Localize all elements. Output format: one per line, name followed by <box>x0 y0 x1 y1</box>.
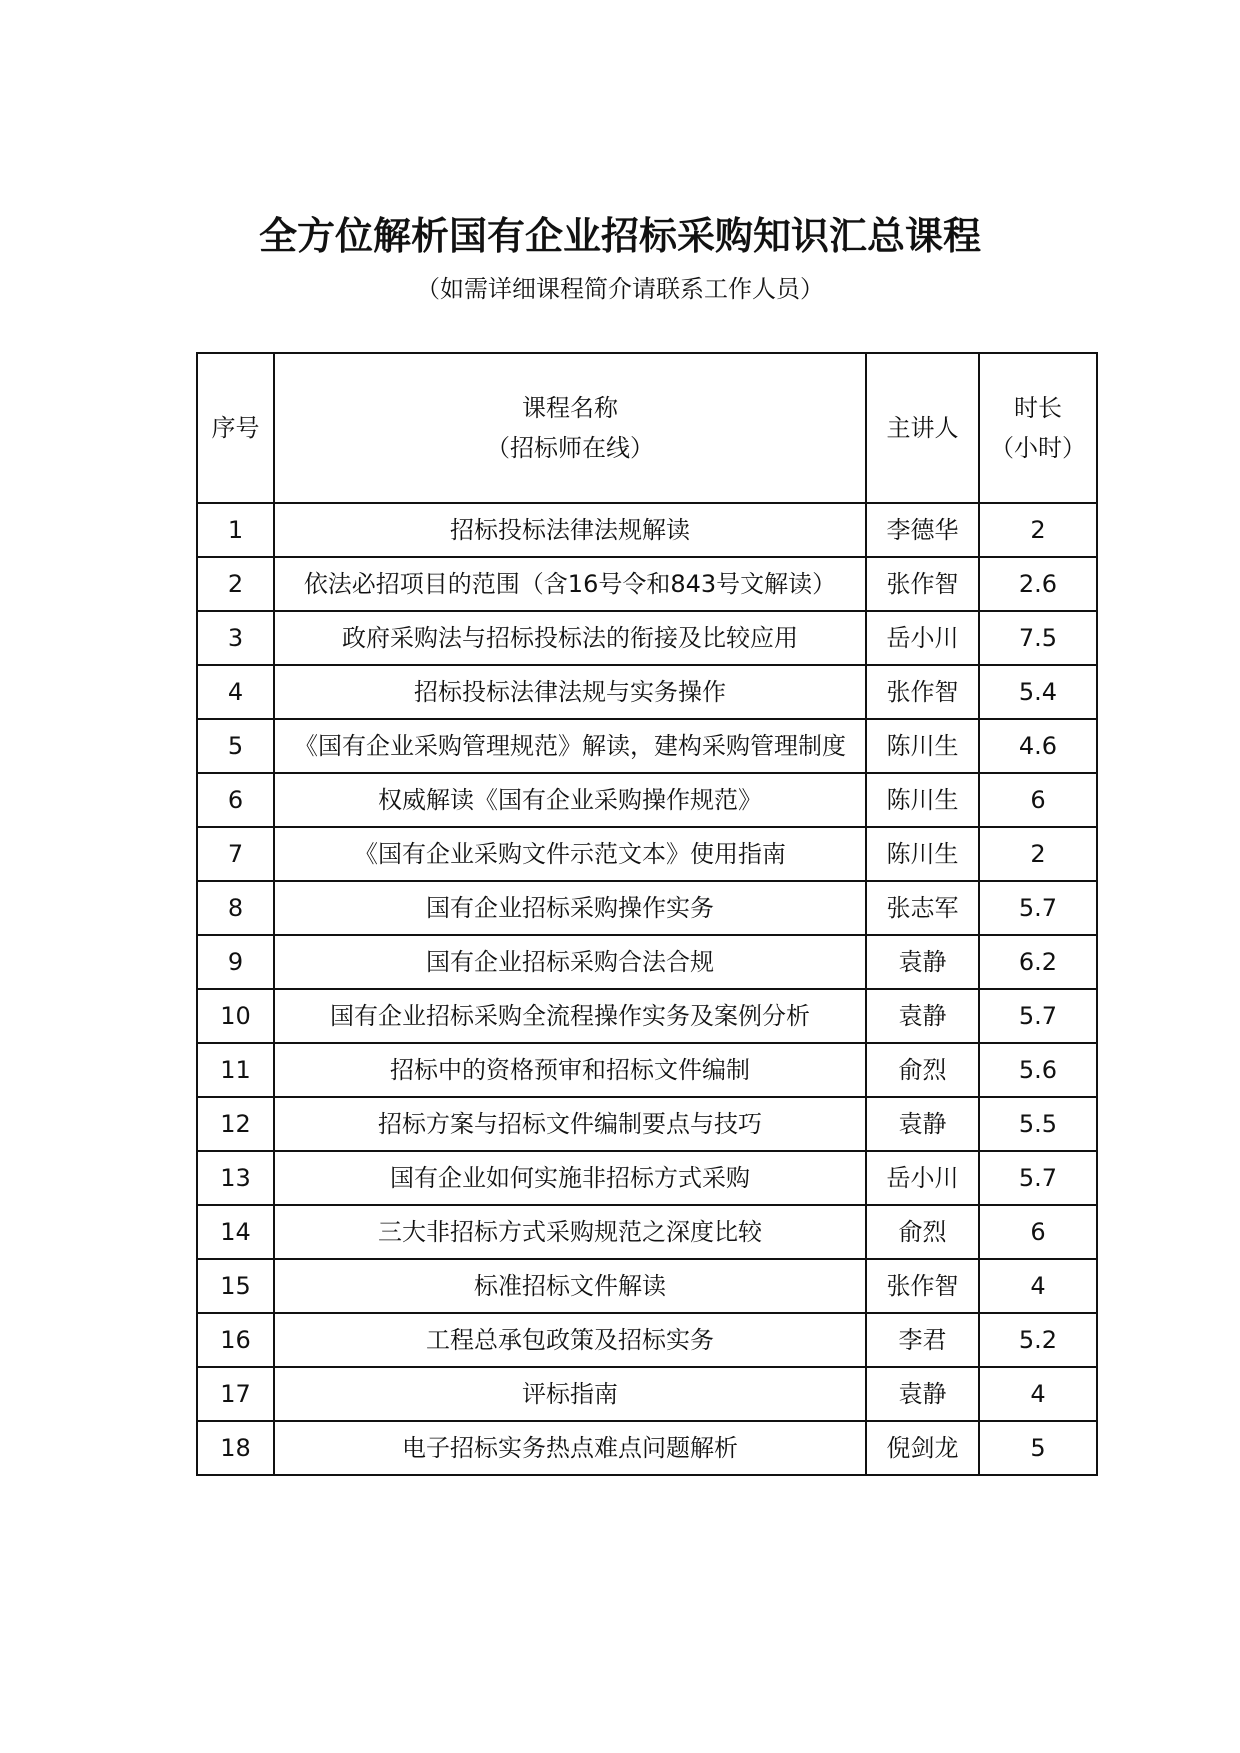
cell-course-name: 国有企业招标采购全流程操作实务及案例分析 <box>274 989 866 1043</box>
table-row <box>197 665 1097 719</box>
cell-hours: 5 <box>979 1421 1097 1475</box>
cell-course-name: 标准招标文件解读 <box>274 1259 866 1313</box>
cell-lecturer: 李德华 <box>866 503 979 557</box>
document-subtitle: （如需详细课程简介请联系工作人员） <box>416 275 824 303</box>
table-row <box>197 1151 1097 1205</box>
cell-lecturer: 岳小川 <box>866 611 979 665</box>
cell-lecturer: 张作智 <box>866 557 979 611</box>
cell-lecturer: 张作智 <box>866 1259 979 1313</box>
header-hours-label: 时长 <box>1014 394 1062 422</box>
cell-lecturer: 袁静 <box>866 935 979 989</box>
cell-no: 2 <box>197 557 274 611</box>
table-header <box>197 353 1097 503</box>
cell-lecturer: 岳小川 <box>866 1151 979 1205</box>
header-hours <box>979 353 1097 503</box>
header-course-name-label: 课程名称 <box>522 394 618 422</box>
cell-hours: 4 <box>979 1259 1097 1313</box>
cell-hours: 6 <box>979 773 1097 827</box>
cell-course-name: 招标方案与招标文件编制要点与技巧 <box>274 1097 866 1151</box>
cell-course-name: 《国有企业采购文件示范文本》使用指南 <box>274 827 866 881</box>
cell-course-name: 《国有企业采购管理规范》解读，建构采购管理制度 <box>274 719 866 773</box>
cell-lecturer: 陈川生 <box>866 827 979 881</box>
header-no: 序号 <box>197 353 274 503</box>
table-row <box>197 1367 1097 1421</box>
cell-lecturer: 俞烈 <box>866 1205 979 1259</box>
cell-no: 17 <box>197 1367 274 1421</box>
cell-course-name: 评标指南 <box>274 1367 866 1421</box>
document-title: 全方位解析国有企业招标采购知识汇总课程 <box>258 214 981 258</box>
cell-no: 16 <box>197 1313 274 1367</box>
header-course-name-source: （招标师在线） <box>486 434 654 462</box>
cell-lecturer: 袁静 <box>866 1097 979 1151</box>
header-lecturer: 主讲人 <box>866 353 979 503</box>
cell-course-name: 三大非招标方式采购规范之深度比较 <box>274 1205 866 1259</box>
cell-lecturer: 李君 <box>866 1313 979 1367</box>
cell-hours: 6 <box>979 1205 1097 1259</box>
cell-no: 15 <box>197 1259 274 1313</box>
cell-no: 7 <box>197 827 274 881</box>
table-row <box>197 1043 1097 1097</box>
cell-hours: 5.7 <box>979 881 1097 935</box>
cell-course-name: 国有企业招标采购操作实务 <box>274 881 866 935</box>
table-row <box>197 1259 1097 1313</box>
cell-no: 1 <box>197 503 274 557</box>
cell-course-name: 国有企业如何实施非招标方式采购 <box>274 1151 866 1205</box>
table-row <box>197 1097 1097 1151</box>
cell-lecturer: 陈川生 <box>866 773 979 827</box>
cell-course-name: 招标投标法律法规解读 <box>274 503 866 557</box>
cell-hours: 5.5 <box>979 1097 1097 1151</box>
table-row <box>197 989 1097 1043</box>
cell-no: 6 <box>197 773 274 827</box>
table-row <box>197 773 1097 827</box>
cell-course-name: 国有企业招标采购合法合规 <box>274 935 866 989</box>
cell-hours: 2 <box>979 827 1097 881</box>
cell-hours: 5.4 <box>979 665 1097 719</box>
cell-hours: 5.6 <box>979 1043 1097 1097</box>
cell-lecturer: 俞烈 <box>866 1043 979 1097</box>
cell-course-name: 招标中的资格预审和招标文件编制 <box>274 1043 866 1097</box>
cell-course-name: 依法必招项目的范围（含16号令和843号文解读） <box>274 557 866 611</box>
cell-lecturer: 袁静 <box>866 989 979 1043</box>
cell-no: 11 <box>197 1043 274 1097</box>
cell-hours: 4.6 <box>979 719 1097 773</box>
cell-no: 13 <box>197 1151 274 1205</box>
cell-hours: 4 <box>979 1367 1097 1421</box>
cell-course-name: 招标投标法律法规与实务操作 <box>274 665 866 719</box>
cell-no: 14 <box>197 1205 274 1259</box>
cell-lecturer: 张作智 <box>866 665 979 719</box>
table-row <box>197 503 1097 557</box>
cell-lecturer: 袁静 <box>866 1367 979 1421</box>
cell-hours: 6.2 <box>979 935 1097 989</box>
cell-hours: 5.7 <box>979 989 1097 1043</box>
cell-course-name: 电子招标实务热点难点问题解析 <box>274 1421 866 1475</box>
course-table <box>196 352 1098 1476</box>
cell-no: 4 <box>197 665 274 719</box>
table-row <box>197 719 1097 773</box>
cell-no: 3 <box>197 611 274 665</box>
cell-no: 5 <box>197 719 274 773</box>
cell-lecturer: 张志军 <box>866 881 979 935</box>
cell-no: 12 <box>197 1097 274 1151</box>
table-row <box>197 557 1097 611</box>
table-row <box>197 827 1097 881</box>
cell-hours: 5.7 <box>979 1151 1097 1205</box>
cell-hours: 5.2 <box>979 1313 1097 1367</box>
table-row <box>197 935 1097 989</box>
table-body <box>197 503 1097 1475</box>
cell-course-name: 权威解读《国有企业采购操作规范》 <box>274 773 866 827</box>
cell-no: 9 <box>197 935 274 989</box>
header-hours-unit: （小时） <box>990 434 1086 462</box>
header-row <box>197 353 1097 503</box>
cell-lecturer: 陈川生 <box>866 719 979 773</box>
cell-course-name: 工程总承包政策及招标实务 <box>274 1313 866 1367</box>
cell-lecturer: 倪剑龙 <box>866 1421 979 1475</box>
cell-hours: 2 <box>979 503 1097 557</box>
cell-no: 8 <box>197 881 274 935</box>
table-row <box>197 611 1097 665</box>
header-course-name <box>274 353 866 503</box>
cell-no: 18 <box>197 1421 274 1475</box>
cell-course-name: 政府采购法与招标投标法的衔接及比较应用 <box>274 611 866 665</box>
cell-no: 10 <box>197 989 274 1043</box>
table-row <box>197 1421 1097 1475</box>
table-row <box>197 1313 1097 1367</box>
cell-hours: 7.5 <box>979 611 1097 665</box>
table-row <box>197 881 1097 935</box>
cell-hours: 2.6 <box>979 557 1097 611</box>
table-row <box>197 1205 1097 1259</box>
